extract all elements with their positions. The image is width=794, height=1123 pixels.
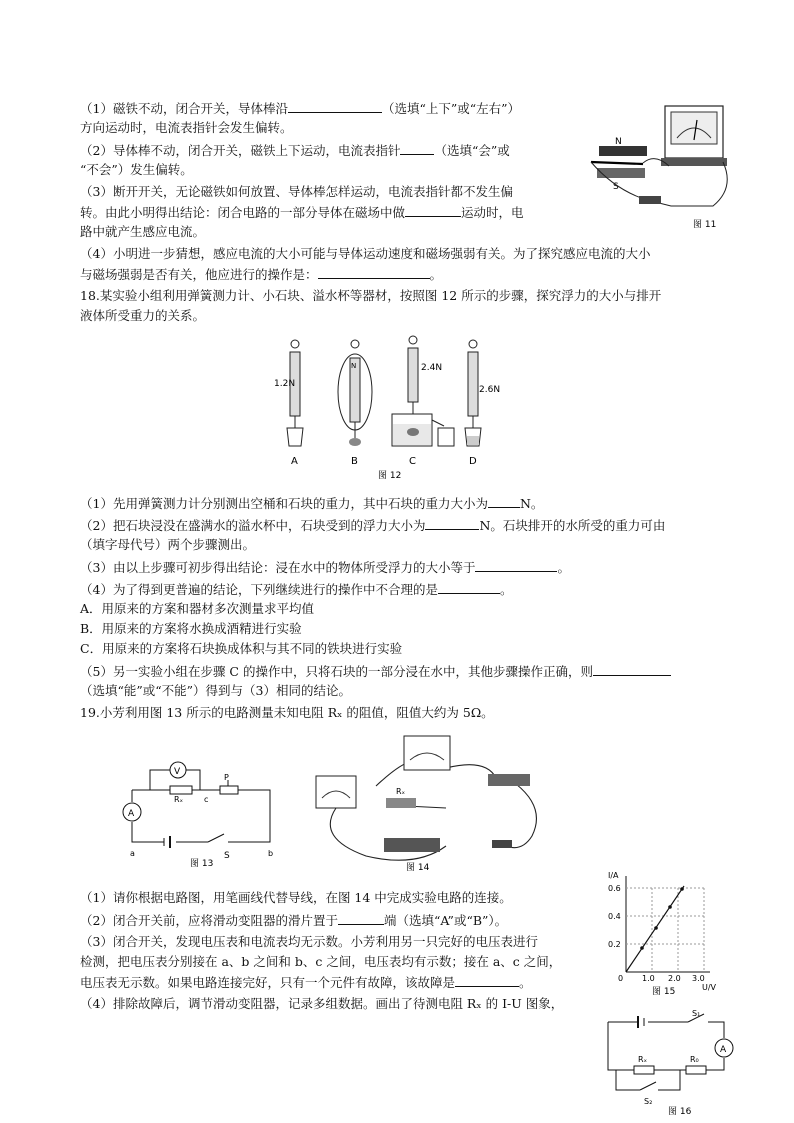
q17-part2-text: （2）导体棒不动，闭合开关，磁铁上下运动，电流表指针 (80, 143, 401, 158)
q17-part3-text: 转。由此小明得出结论：闭合电路的一部分导体在磁场中做 (80, 205, 406, 220)
galvanometer-base (661, 158, 727, 166)
switch-device (492, 840, 512, 848)
q19-part3-text: 电压表无示数。如果电路连接完好，只有一个元件有故障，该故障是 (80, 975, 456, 990)
data-point (668, 905, 672, 909)
q18-part5-text: （5）另一实验小组在步骤 C 的操作中，只将石块的一部分浸在水中，其他步骤操作正确，则 (80, 664, 593, 679)
switch-s-icon (208, 834, 224, 842)
q18-option-c: C．用原来的方案将石块换成体积与其不同的铁块进行实验 (80, 641, 403, 656)
label-c: C (409, 456, 416, 467)
q17-part3-tail: 运动时，电 (461, 205, 524, 220)
q19-part2-text: （2）闭合开关前，应将滑动变阻器的滑片置于 (80, 913, 338, 928)
reading-a: 1.2N (274, 379, 296, 389)
q17-line-1 (80, 99, 520, 118)
q17-line-9 (80, 265, 442, 284)
battery-device (384, 838, 440, 852)
q19-part3-end: 。 (519, 975, 532, 990)
step-b-setup (338, 340, 372, 467)
q18-option-a: A．用原来的方案和器材多次测量求平均值 (80, 601, 315, 616)
magnet-bottom (597, 168, 645, 178)
x-axis-label: U/V (702, 983, 717, 992)
magnet-s-label: S (613, 182, 619, 192)
q19-line-6: （4）排除故障后，调节滑动变阻器，记录多组数据。画出了待测电阻 Rₓ 的 I-U 图象， (80, 996, 564, 1011)
figure-15-iu-graph (598, 868, 718, 1000)
y-tick: 0.2 (608, 940, 621, 949)
figure-13-caption: 图 13 (190, 859, 214, 869)
slider-p-label: P (224, 773, 229, 782)
figure-12-caption: 图 12 (378, 471, 402, 480)
q19-answer-blank-2[interactable] (455, 973, 519, 987)
q17-line-7: 路中就产生感应电流。 (80, 224, 206, 239)
data-point (654, 926, 658, 930)
label-b: B (351, 456, 358, 467)
q19-part2-hint: 端（选填“A”或“B”）。 (383, 913, 508, 928)
q18-part1-text: （1）先用弹簧测力计分别测出空桶和石块的重力，其中石块的重力大小为 (80, 496, 488, 511)
label-a: A (291, 456, 298, 467)
figure-11 (585, 98, 735, 238)
q17-line-5: （3）断开开关，无论磁铁如何放置、导体棒怎样运动，电流表指针都不发生偏 (80, 184, 513, 199)
q17-line-4: “不会”）发生偏转。 (80, 162, 193, 177)
q17-part1-text: （1）磁铁不动，闭合开关，导体棒沿 (80, 101, 288, 116)
q18-part2-text: （2）把石块浸没在盛满水的溢水杯中，石块受到的浮力大小为 (80, 518, 426, 533)
q19-line-5 (80, 973, 532, 992)
s1-label: S₁ (692, 1009, 701, 1018)
step-c-setup (392, 336, 454, 467)
q18-part3-text: （3）由以上步骤可初步得出结论：浸在水中的物体所受浮力的大小等于 (80, 560, 476, 575)
q18-part2-tail: N。石块排开的水所受的重力可由 (479, 518, 666, 533)
q18-line-6 (80, 662, 671, 681)
q18-line-2 (80, 516, 665, 535)
q18-intro-1: 18.某实验小组利用弹簧测力计、小石块、溢水杯等器材，按照图 12 所示的步骤，探究浮力的大小与排开 (80, 288, 662, 303)
q18-answer-blank-1[interactable] (488, 494, 520, 508)
rx-resistor (634, 1066, 654, 1074)
q17-answer-blank-1[interactable] (288, 99, 382, 113)
q18-line-7: （选填“能”或“不能”）得到与（3）相同的结论。 (80, 683, 352, 698)
figure-14-apparatus (296, 728, 546, 874)
s2-label: S₂ (644, 1097, 653, 1106)
q18-answer-blank-5[interactable] (593, 662, 671, 676)
rx-label: Rₓ (638, 1055, 648, 1064)
rheostat-device (488, 774, 530, 786)
point-a-label: a (130, 849, 135, 858)
q19-line-1: （1）请你根据电路图，用笔画线代替导线，在图 14 中完成实验电路的连接。 (80, 890, 512, 905)
q18-part3-end: 。 (557, 560, 570, 575)
origin-label: 0 (618, 974, 624, 983)
q19-line-4: 检测，把电压表分别接在 a、b 之间和 b、c 之间，电压表均有示数；接在 a、c 之间， (80, 954, 562, 969)
q18-intro-2: 液体所受重力的关系。 (80, 308, 206, 323)
label-d: D (469, 456, 477, 467)
r0-label: R₀ (690, 1055, 699, 1064)
data-point (680, 887, 684, 891)
q17-answer-blank-4[interactable] (318, 265, 430, 279)
rx-label: Rₓ (174, 795, 184, 804)
q19-intro: 19.小芳利用图 13 所示的电路测量未知电阻 Rₓ 的阻值，阻值大约为 5Ω。 (80, 705, 494, 720)
q18-answer-blank-2[interactable] (425, 516, 479, 530)
q18-part4-end: 。 (499, 582, 513, 597)
q17-line-8: （4）小明进一步猜想，感应电流的大小可能与导体运动速度和磁场强弱有关。为了探究感应电流的大小 (80, 246, 651, 261)
ammeter-label: A (128, 809, 135, 819)
switch-s-label: S (224, 851, 230, 861)
figure-16-caption: 图 16 (668, 1107, 692, 1117)
q18-line-3: （填字母代号）两个步骤测出。 (80, 537, 256, 552)
ammeter-label: A (720, 1045, 727, 1055)
q18-part4-text: （4）为了得到更普遍的结论，下列继续进行的操作中不合理的是 (80, 582, 438, 597)
q17-answer-blank-2[interactable] (400, 141, 434, 155)
figure-14-caption: 图 14 (406, 863, 430, 873)
q18-answer-blank-3[interactable] (475, 558, 557, 572)
y-tick: 0.4 (608, 912, 621, 921)
switch-s2-icon (640, 1082, 656, 1090)
figure-16-circuit (600, 1008, 750, 1120)
q17-part1-hint: （选填“上下”或“左右”） (381, 101, 521, 116)
point-c-label: c (204, 795, 209, 804)
figure-12 (268, 330, 508, 480)
x-tick: 2.0 (668, 974, 681, 983)
q17-line-2: 方向运动时，电流表指针会发生偏转。 (80, 120, 293, 135)
q18-line-5 (80, 580, 512, 599)
x-tick: 3.0 (692, 974, 705, 983)
y-axis-label: I/A (608, 871, 619, 880)
r0-resistor (686, 1066, 706, 1074)
switch-icon (639, 196, 661, 204)
q17-line-3 (80, 141, 510, 160)
q18-answer-blank-4[interactable] (438, 580, 500, 594)
point-b-label: b (268, 849, 274, 858)
rheostat (220, 786, 238, 794)
q19-line-2 (80, 911, 507, 930)
ammeter-device (316, 776, 356, 808)
rx-device-label: Rₓ (396, 787, 406, 796)
q17-line-6 (80, 203, 524, 222)
q18-option-b: B．用原来的方案将水换成酒精进行实验 (80, 621, 302, 636)
q19-answer-blank-1[interactable] (338, 911, 384, 925)
conductor-rod (591, 162, 643, 164)
data-point (640, 946, 644, 950)
figure-15-caption: 图 15 (652, 987, 676, 997)
q17-answer-blank-3[interactable] (405, 203, 461, 217)
grid-lines (626, 888, 704, 972)
rx-device (386, 798, 416, 808)
q19-line-3: （3）闭合开关，发现电压表和电流表均无示数。小芳利用另一只完好的电压表进行 (80, 934, 538, 949)
q17-part4-text: 与磁场强弱是否有关，他应进行的操作是： (80, 267, 318, 282)
q18-line-1 (80, 494, 543, 513)
q18-part1-unit: N。 (519, 496, 544, 511)
q18-line-4 (80, 558, 570, 577)
q17-part4-end: 。 (429, 267, 443, 282)
y-tick: 0.6 (608, 884, 621, 893)
voltmeter-label: V (174, 767, 181, 777)
magnet-top (599, 146, 647, 156)
rx-resistor (170, 786, 192, 794)
figure-13-circuit (120, 752, 280, 870)
reading-c: 2.4N (421, 363, 443, 373)
scale-unit-label: N (351, 362, 357, 370)
x-tick: 1.0 (642, 974, 655, 983)
step-d-setup (465, 340, 500, 467)
magnet-n-label: N (615, 137, 622, 147)
figure-11-caption: 图 11 (693, 220, 717, 230)
reading-d: 2.6N (479, 385, 501, 395)
q17-part2-hint: （选填“会”或 (434, 143, 510, 158)
step-a-setup (274, 340, 303, 467)
